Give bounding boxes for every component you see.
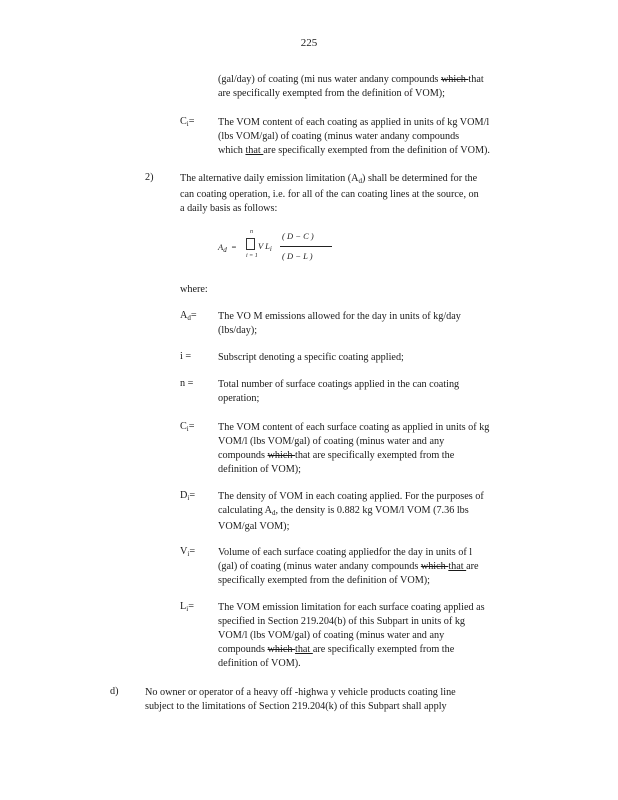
i-definition: Subscript denoting a specific coating applied; xyxy=(218,352,404,363)
formula-numerator: ( D − C ) xyxy=(282,231,314,241)
formula-lhs: $A_d$ = xyxy=(218,242,237,254)
n-definition: Total number of surface coatings applied in the can coating operation; xyxy=(218,379,460,404)
where-label: where: xyxy=(180,284,208,295)
di-definition: The density of VOM in each coating applied. For the purposes of calculating $A_d$, the density is 0.882 kg VOM/l VOM (7.36 lbs VOM/gal VOM); xyxy=(218,491,484,532)
formula-denominator: ( D − L ) xyxy=(282,251,313,261)
ci-first-definition xyxy=(218,116,490,158)
ci-first-line-3: which that are specifically exempted from the definition of VOM). xyxy=(218,145,490,156)
ad-definition: The VO M emissions allowed for the day in units of kg/day (lbs/day); xyxy=(218,311,461,336)
sum-lower-limit: i = 1 xyxy=(246,253,258,259)
item-2-line-3: a daily basis as follows: xyxy=(180,203,278,214)
ad-symbol: $A_d=$ xyxy=(180,310,197,322)
fraction-bar xyxy=(280,246,332,247)
i-symbol: i = xyxy=(180,351,192,362)
continuation-text xyxy=(218,73,484,101)
page-number: 225 xyxy=(300,37,318,49)
ci-first-symbol: $C_i=$ xyxy=(180,116,195,128)
sigma-glyph-box xyxy=(246,238,255,250)
cont-line-2: are specifically exempted from the definition of VOM); xyxy=(218,88,445,99)
item-d-text: No owner or operator of a heavy off -highwa y vehicle products coating line subject to the limitations of Section 219.204(k) of this Subpart shall apply xyxy=(145,687,456,712)
cont-line-1: (gal/day) of coating (mi nus water andany compounds which that xyxy=(218,74,484,85)
li-definition: The VOM emission limitation for each surface coating applied as specified in Section 219.204(b) of this Subpart in units of kg VOM/l (lbs VOM/gal) of coating (minus water and any compounds which that are specifically exempted from the definition of VOM). xyxy=(218,602,485,669)
vi-definition: Volume of each surface coating appliedfor the day in units of l (gal) of coating (minus water andany compounds which that are specifically exempted from the definition of VOM); xyxy=(218,547,479,586)
n-symbol: n = xyxy=(180,378,194,389)
item-2-line-2: can coating operation, i.e. for all of the can coating lines at the source, on xyxy=(180,189,479,200)
item-2-text xyxy=(180,172,479,216)
li-symbol: $L_i=$ xyxy=(180,601,194,613)
vi-symbol: $V_i=$ xyxy=(180,546,196,558)
ci-second-definition: The VOM content of each surface coating as applied in units of kg VOM/l (lbs VOM/gal) of coating (minus water and any compounds which that are specifically exempted from the definition of VOM); xyxy=(218,422,490,475)
ci-second-symbol: $C_i=$ xyxy=(180,421,195,433)
sum-upper-limit: n xyxy=(250,229,253,235)
item-2-label: 2) xyxy=(145,172,154,183)
item-d-label: d) xyxy=(110,686,119,697)
formula-vl: V $L_i$ xyxy=(258,241,272,253)
item-2-line-1: The alternative daily emission limitation $(A_d)$ shall be determined for the xyxy=(180,173,478,185)
ci-first-line-2: (lbs VOM/gal) of coating (minus water andany compounds xyxy=(218,131,460,142)
formula xyxy=(218,229,348,269)
ci-first-line-1: The VOM content of each coating as applied in units of kg VOM/l xyxy=(218,117,490,128)
di-symbol: $D_i=$ xyxy=(180,490,196,502)
